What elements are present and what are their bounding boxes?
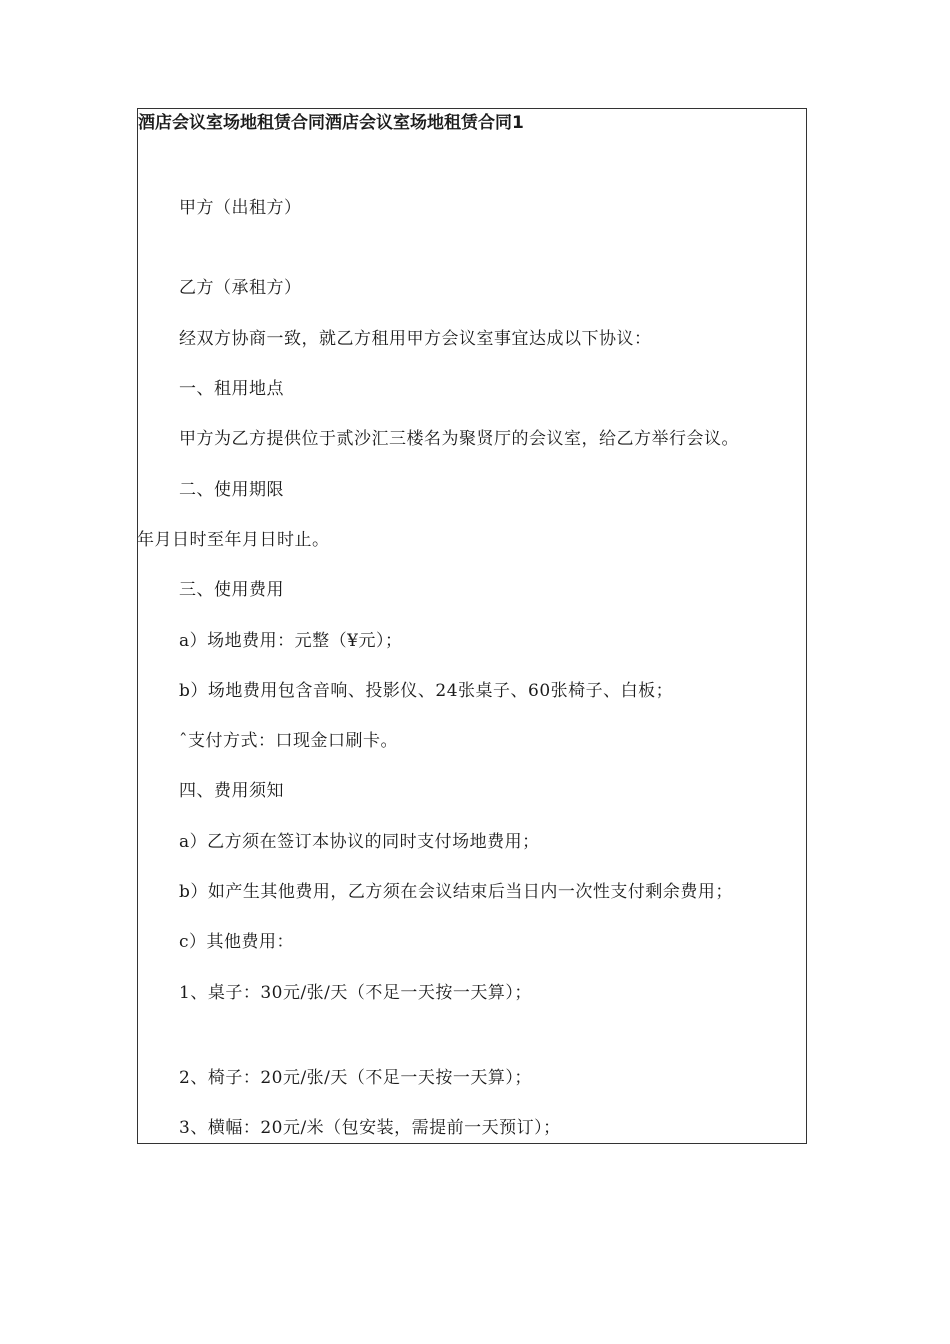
section-heading-period: 二、使用期限 (179, 480, 284, 500)
other-fee-tables: 1、桌子：30元/张/天（不足一天按一天算）； (179, 983, 532, 1003)
party-b-line: 乙方（承租方） (179, 278, 302, 298)
notice-item-c: c）其他费用： (179, 932, 295, 952)
payment-method: ˆ支付方式：口现金口刷卡。 (179, 731, 398, 751)
notice-item-b: b）如产生其他费用，乙方须在会议结束后当日内一次性支付剩余费用； (179, 882, 733, 902)
section-heading-location: 一、租用地点 (179, 379, 284, 399)
party-a-line: 甲方（出租方） (179, 198, 302, 218)
fee-item-b: b）场地费用包含音响、投影仪、24张桌子、60张椅子、白板； (179, 681, 674, 701)
other-fee-chairs: 2、椅子：20元/张/天（不足一天按一天算）； (179, 1068, 532, 1088)
period-paragraph: 年月日时至年月日时止。 (137, 530, 330, 550)
section-heading-fee-notice: 四、费用须知 (179, 781, 284, 801)
fee-item-a: a）场地费用：元整（¥元）； (179, 631, 403, 651)
notice-item-a: a）乙方须在签订本协议的同时支付场地费用； (179, 832, 540, 852)
other-fee-banner: 3、横幅：20元/米（包安装，需提前一天预订）； (179, 1118, 561, 1138)
agreement-intro: 经双方协商一致，就乙方租用甲方会议室事宜达成以下协议： (179, 329, 652, 349)
section-heading-fees: 三、使用费用 (179, 580, 284, 600)
location-paragraph: 甲方为乙方提供位于贰沙汇三楼名为聚贤厅的会议室，给乙方举行会议。 (179, 429, 739, 449)
document-title: 酒店会议室场地租赁合同酒店会议室场地租赁合同1 (138, 113, 524, 133)
